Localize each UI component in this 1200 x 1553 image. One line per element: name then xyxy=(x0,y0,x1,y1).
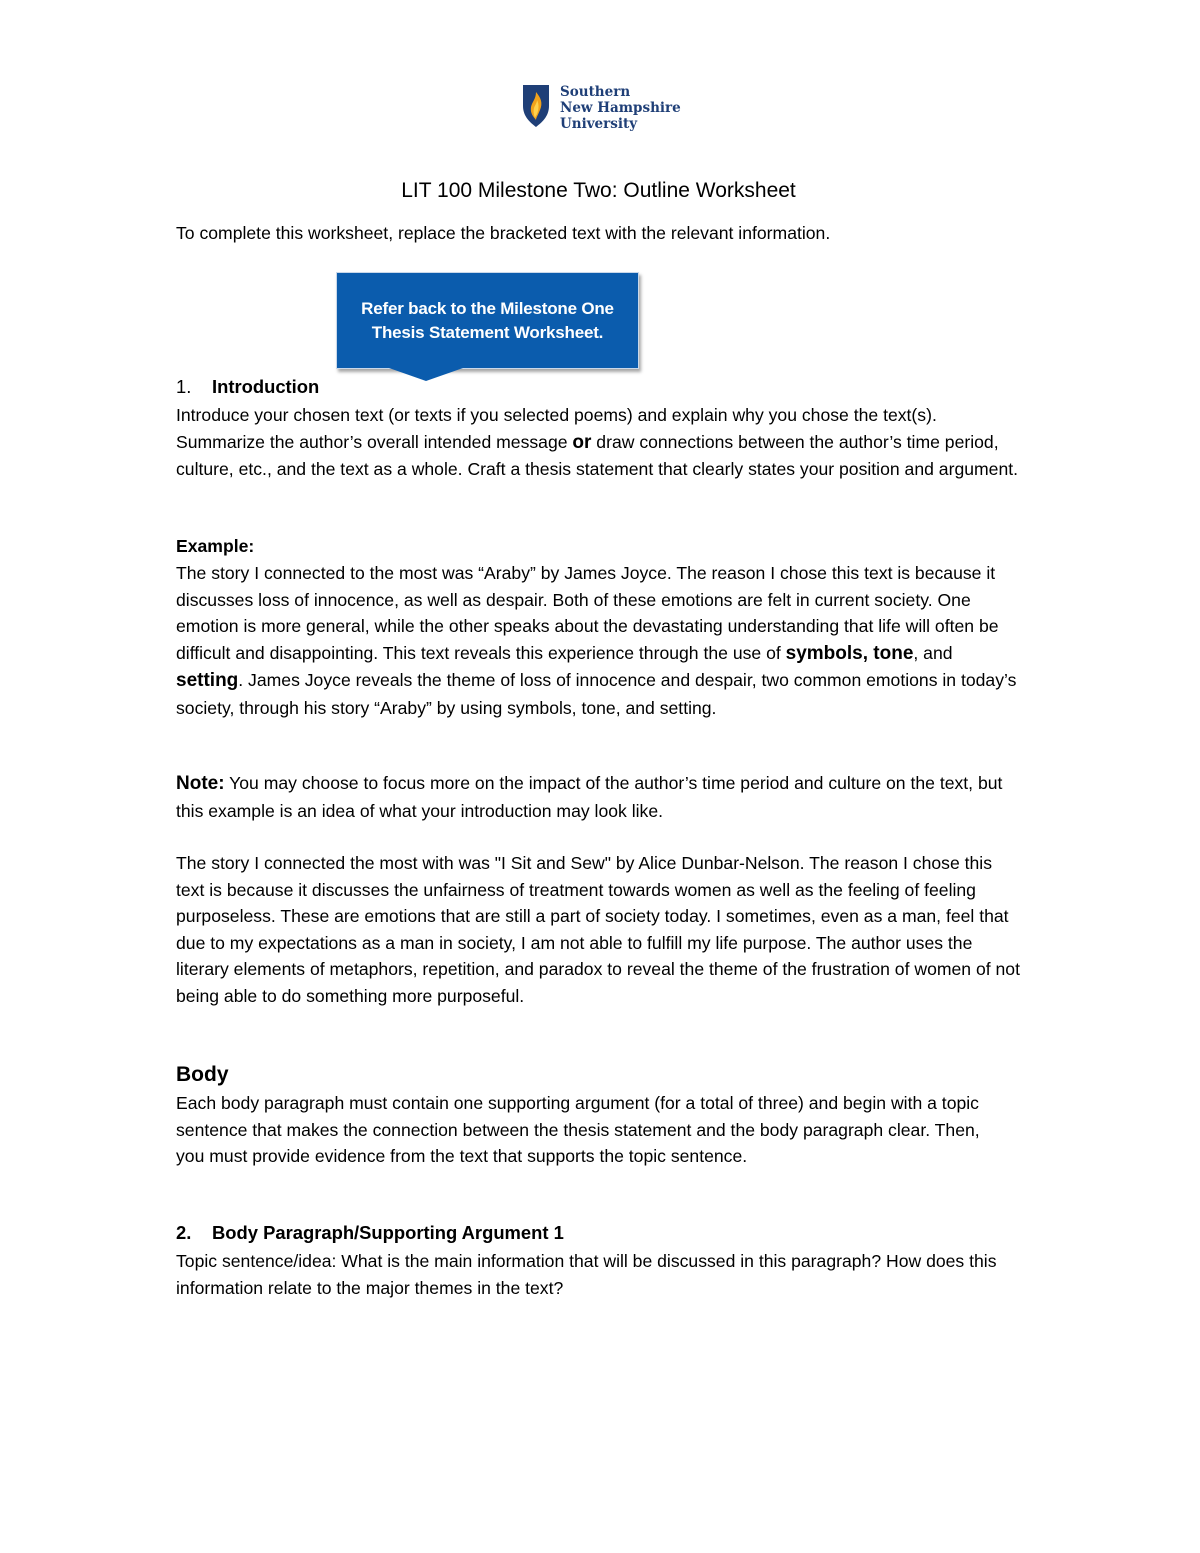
introduction-text-1: Introduce your chosen text (or texts if you selected poems) and explain why you chose the text(s). Summarize the author’s overall intended message xyxy=(176,405,937,452)
logo-line-1: Southern xyxy=(560,84,631,100)
logo-line-2: New Hampshire xyxy=(560,100,681,116)
example-comma: , xyxy=(862,642,874,664)
example-paragraph xyxy=(176,560,1021,721)
body-description: Each body paragraph must contain one supporting argument (for a total of three) and begin with a topic sentence that makes the connection between the thesis statement and the body paragraph clear. Then, you must provide evidence from the text that supports the topic sentence. xyxy=(176,1093,980,1166)
body-paragraph-1-description: Topic sentence/idea: What is the main information that will be discussed in this paragraph? How does this information relate to the major themes in the text? xyxy=(176,1251,997,1298)
example-tone: tone xyxy=(873,642,914,664)
example-text-2: . James Joyce reveals the theme of loss of innocence and despair, two common emotions in today’s society, through his story “Araby” by using symbols, tone, and setting. xyxy=(176,670,1017,718)
example-label-text: Example: xyxy=(176,536,255,556)
note-paragraph xyxy=(176,770,1021,824)
instructions-text: To complete this worksheet, replace the bracketed text with the relevant information. xyxy=(176,223,831,243)
example-label xyxy=(176,533,1036,560)
introduction-text-2: draw connections between the author’s time period, culture, etc., and the text as a whole. Craft a thesis statement that clearly states your position and argument. xyxy=(176,431,1019,479)
body-paragraph-1-title: Body Paragraph/Supporting Argument 1 xyxy=(212,1222,564,1243)
note-label: Note: xyxy=(176,773,225,794)
introduction-title: Introduction xyxy=(212,376,320,397)
milestone-callout xyxy=(336,272,639,369)
introduction-number: 1. xyxy=(176,376,192,397)
logo-line-3: University xyxy=(560,116,638,132)
page-title: LIT 100 Milestone Two: Outline Worksheet xyxy=(401,179,796,203)
example-text-1: The story I connected to the most was “Araby” by James Joyce. The reason I chose this text is because it discusses loss of innocence, as well as despair. Both of these emotions are felt in current society. One emotion is more general, while the other speaks about the devastating understanding that life will often be difficult and disappointing. This text reveals this experience through the use of xyxy=(176,563,999,663)
introduction-or: or xyxy=(572,431,592,453)
body-paragraph-1-number: 2. xyxy=(176,1222,192,1243)
introduction-description xyxy=(176,402,1021,483)
university-logo xyxy=(522,84,681,132)
student-introduction-response: The story I connected the most with was "I Sit and Sew" by Alice Dunbar-Nelson. The reason I chose this text is because it discusses the unfairness of treatment towards women as well as the feeling of feeling purposeless. These are emotions that are still a part of society today. I sometimes, even as a man, feel that due to my expectations as a man in society, I am not able to fulfill my life purpose. The author uses the literary elements of metaphors, repetition, and paradox to reveal the theme of the frustration of women of not being able to do something more purposeful. xyxy=(176,853,1020,1006)
example-setting: setting xyxy=(176,670,239,691)
body-paragraph-1-heading xyxy=(176,1220,1036,1247)
callout-pointer xyxy=(389,368,463,381)
callout-text: Refer back to the Milestone One Thesis Statement Worksheet. xyxy=(361,298,614,342)
body-heading: Body xyxy=(176,1063,229,1086)
shield-flame-icon xyxy=(522,84,550,128)
note-text: You may choose to focus more on the impact of the author’s time period and culture on the text, but this example is an idea of what your introduction may look like. xyxy=(176,773,1003,821)
logo-wordmark xyxy=(560,84,681,132)
example-and: , and xyxy=(913,642,953,663)
introduction-heading xyxy=(176,374,1036,401)
example-symbols: symbols xyxy=(785,642,863,664)
